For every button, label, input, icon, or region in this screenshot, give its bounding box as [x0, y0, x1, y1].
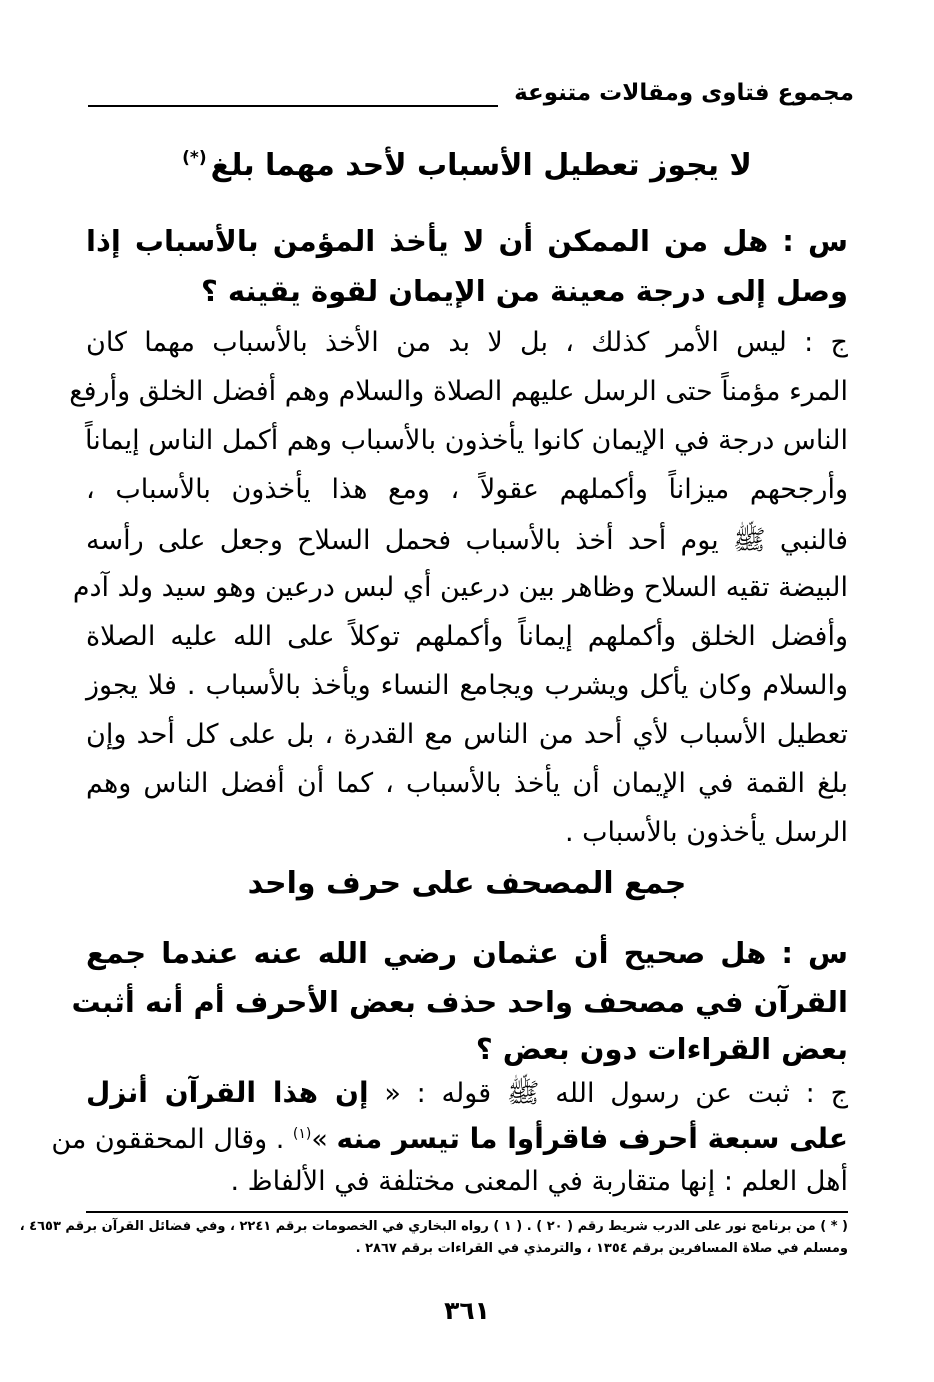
section-title-1	[80, 148, 854, 183]
answer-line: المرء مؤمناً حتى الرسل عليهم الصلاة والسلام وهم أفضل الخلق وأرفع	[69, 376, 848, 407]
answer-line: فالنبي ﷺ يوم أحد أخذ بالأسباب فحمل السلاح وجعل على رأسه	[86, 525, 848, 556]
footnote-rule	[86, 1211, 848, 1213]
answer-line	[86, 1076, 848, 1116]
quote-close: »	[311, 1124, 328, 1155]
footnote-line: ( * ) من برنامج نور على الدرب شريط رقم ( ٢٠ ) . ( ١ ) رواه البخاري في الخصومات برقم ٢٢٤١ ، وفي فضائل القرآن برقم ٤٦٥٣ ،	[19, 1219, 848, 1234]
answer-line	[51, 1122, 848, 1155]
answer-line: بلغ القمة في الإيمان أن يأخذ بالأسباب ، كما أن أفضل الناس وهم	[86, 768, 848, 799]
answer-line: أهل العلم : إنها متقاربة في المعنى مختلفة في الألفاظ .	[230, 1166, 848, 1197]
answer-text: . وقال المحققون من	[51, 1124, 285, 1155]
title-footnote-marker: (*)	[182, 148, 207, 168]
answer-line: تعطيل الأسباب لأي أحد من الناس مع القدرة ، بل على كل أحد وإن	[86, 719, 848, 750]
answer-line: البيضة تقيه السلاح وظاهر بين درعين أي لبس درعين وهو سيد ولد آدم	[72, 572, 848, 603]
header-rule	[88, 105, 498, 107]
footnote-ref: (١)	[292, 1126, 312, 1142]
question-line: س : هل صحيح أن عثمان رضي الله عنه عندما جمع	[86, 936, 848, 970]
running-header	[88, 80, 854, 116]
book-title: مجموع فتاوى ومقالات متنوعة	[514, 80, 854, 106]
answer-line: وأفضل الخلق وأكملهم إيماناً وأكملهم توكلاً على الله عليه الصلاة	[86, 621, 848, 652]
answer-line: وأرجحهم ميزاناً وأكملهم عقولاً ، ومع هذا يأخذون بالأسباب ،	[86, 474, 848, 505]
question-line: وصل إلى درجة معينة من الإيمان لقوة يقينه ؟	[201, 274, 848, 308]
section-title-2: جمع المصحف على حرف واحد	[247, 866, 687, 901]
footnote-line: ومسلم في صلاة المسافرين برقم ١٣٥٤ ، والترمذي في القراءات برقم ٢٨٦٧ .	[355, 1241, 848, 1256]
question-line: س : هل من الممكن أن لا يأخذ المؤمن بالأسباب إذا	[86, 224, 848, 258]
answer-text: ج : ثبت عن رسول الله ﷺ قوله : «	[384, 1078, 848, 1109]
page-number: ٣٦١	[444, 1296, 490, 1325]
answer-line: ج : ليس الأمر كذلك ، بل لا بد من الأخذ بالأسباب مهما كان	[86, 327, 848, 358]
hadith-quote: على سبعة أحرف فاقرأوا ما تيسر منه	[336, 1122, 848, 1155]
question-line: بعض القراءات دون بعض ؟	[475, 1032, 848, 1066]
answer-line: الرسل يأخذون بالأسباب .	[564, 817, 848, 848]
hadith-quote: إن هذا القرآن أنزل	[86, 1076, 369, 1109]
answer-line: الناس درجة في الإيمان كانوا يأخذون بالأسباب وهم أكمل الناس إيماناً	[85, 425, 848, 456]
answer-line: والسلام وكان يأكل ويشرب ويجامع النساء ويأخذ بالأسباب . فلا يجوز	[86, 670, 848, 701]
section-title-1-text: لا يجوز تعطيل الأسباب لأحد مهما بلغ	[210, 148, 752, 183]
question-line: القرآن في مصحف واحد حذف بعض الأحرف أم أنه أثبت	[71, 985, 848, 1019]
